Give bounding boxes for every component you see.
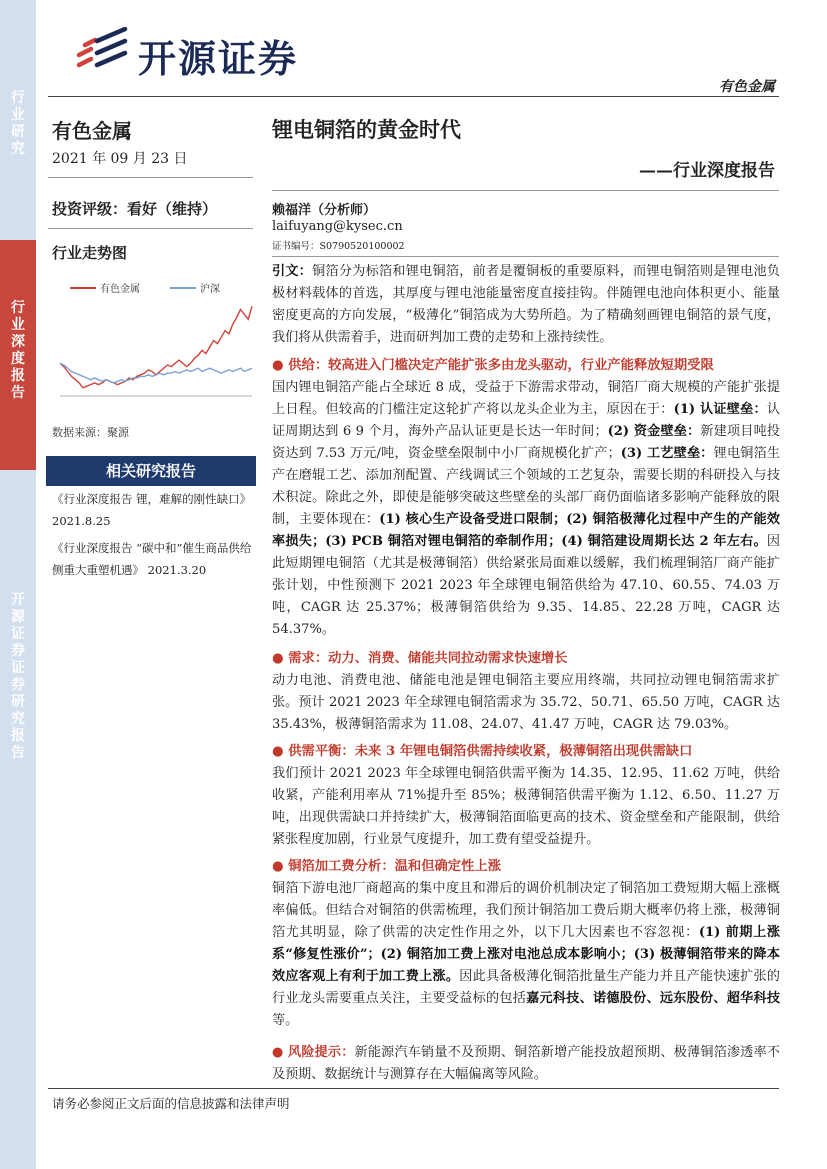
section-heading-demand: ● 需求：动力、消费、储能共同拉动需求快速增长 bbox=[272, 651, 568, 666]
supply-paragraph: 国内锂电铜箔产能占全球近 8 成，受益于下游需求带动，铜箔厂商大规模的产能扩张提上日程。但较高的门槛注定这轮扩产将以龙头企业为主，原因在于：(1) 认证壁垒：认证周期达到 6 9 个月，海外产品认证更是长达一年时间；(2) 资金壁垒：新建项目吨投资达到 7.53 万元/吨，资金壁垒限制中小厂商规模化扩产；(3) 工艺壁垒：锂电铜箔生产在磨辊工艺、添加剂配置、产线调试三个领域的工艺复杂，需要长期的科研投入与技术积淀。除此之外，即使是能够突破这些壁垒的头部厂商仍面临诸多影响产能释放的限制，主要体现在：(1) 核心生产设备受进口限制；(2) 铜箔极薄化过程中产生的产能效率损失；(3) PCB 铜箔对锂电铜箔的牵制作用；(4) 铜箔建设周期长达 2 年左右。因此短期锂电铜箔（尤其是极薄铜箔）供给紧张局面难以缓解，我们梳理铜箔厂商产能扩张计划，中性预测下 2021 2023 年全球锂电铜箔供给为 47.10、60.55、74.03 万吨，CAGR 达 25.37%；极薄铜箔供给为 9.35、14.85、22.28 万吨，CAGR 达 54.37%。 bbox=[272, 380, 781, 637]
bullet-icon: ● bbox=[272, 358, 284, 373]
analyst-name: 赖福洋（分析师） bbox=[272, 203, 377, 218]
divider bbox=[272, 256, 779, 257]
related-reports-header: 相关研究报告 bbox=[46, 456, 256, 486]
bullet-icon: ● bbox=[272, 1045, 284, 1060]
bullet-icon: ● bbox=[272, 744, 284, 759]
company-name: 开源证券 bbox=[138, 37, 299, 81]
series-line bbox=[60, 306, 252, 388]
intro-paragraph bbox=[272, 261, 780, 349]
related-report-item[interactable]: 《行业深度报告 锂，难解的刚性缺口》 2021.8.25 bbox=[52, 492, 252, 528]
related-report-item[interactable]: 《行业深度报告 “碳中和”催生商品供给侧重大重塑机遇》 2021.3.20 bbox=[52, 541, 252, 577]
industry-trend-chart bbox=[50, 276, 262, 404]
section-heading-processing-fee: ● 铜箔加工费分析：温和但确定性上涨 bbox=[272, 859, 501, 874]
sidebar bbox=[0, 0, 36, 1169]
section-heading-balance: ● 供需平衡：未来 3 年锂电铜箔供需持续收紧，极薄铜箔出现供需缺口 bbox=[272, 744, 693, 759]
processing-fee-paragraph: 铜箔下游电池厂商超高的集中度且和滞后的调价机制决定了铜箔加工费短期大幅上涨概率偏低。但结合对铜箔的供需梳理，我们预计铜箔加工费后期大概率仍将上涨，极薄铜箔尤其明显，除了供需的决定性作用之外，以下几大因素也不容忽视：(1) 前期上涨系“修复性涨价”；(2) 铜箔加工费上涨对电池总成本影响小；(3) 极薄铜箔带来的降本效应客观上有利于加工费上涨。因此具备极薄化铜箔批量生产能力并且产能快速扩张的行业龙头需要重点关注，主要受益标的包括嘉元科技、诺德股份、远东股份、超华科技等。 bbox=[272, 881, 781, 1028]
section-heading-supply: ● 供给：较高进入门槛决定产能扩张多由龙头驱动，行业产能释放短期受限 bbox=[272, 358, 714, 373]
risk-paragraph: ● 风险提示：新能源汽车销量不及预期、铜箔新增产能投放超预期、极薄铜箔渗透率不及预期、数据统计与测算存在大幅偏离等风险。 bbox=[272, 1045, 780, 1082]
header-divider bbox=[48, 96, 779, 97]
analyst-email[interactable]: laifuyang@kysec.cn bbox=[272, 219, 403, 234]
demand-paragraph: 动力电池、消费电池、储能电池是锂电铜箔主要应用终端，共同拉动锂电铜箔需求扩张。预计 2021 2023 年全球锂电铜箔需求为 35.72、50.71、65.50 万吨，CAGR 达 35.43%，极薄铜箔需求为 11.08、24.07、41.47 万吨，CAGR 达 79.03%。 bbox=[272, 673, 780, 732]
bullet-icon: ● bbox=[272, 651, 284, 666]
sector-name: 有色金属 bbox=[52, 119, 132, 143]
report-subtitle: ——行业深度报告 bbox=[639, 161, 775, 181]
trend-chart-title: 行业走势图 bbox=[52, 244, 128, 262]
certificate-number: 证书编号：S0790520100002 bbox=[272, 241, 405, 252]
header-sector-tag: 有色金属 bbox=[719, 79, 775, 95]
intro-text: 铜箔分为标箔和锂电铜箔，前者是覆铜板的重要原料，而锂电铜箔则是锂电池负极材料载体的首选，其厚度与锂电池能量密度直接挂钩。伴随锂电池向体积更小、能量密度更高的方向发展，“极薄化”铜箔成为大势所趋。为了精确刻画锂电铜箔的景气度，我们将从供需着手，进而研判加工费的走势和上涨持续性。 bbox=[272, 264, 781, 345]
legend-label: 有色金属 bbox=[100, 284, 140, 295]
sidebar-top-label: 行业研究 bbox=[11, 90, 25, 157]
divider bbox=[272, 190, 779, 191]
intro-label: 引文： bbox=[272, 264, 313, 279]
report-date: 2021 年 09 月 23 日 bbox=[52, 151, 188, 167]
chart-source: 数据来源：聚源 bbox=[52, 426, 129, 439]
footer-note: 请务必参阅正文后面的信息披露和法律声明 bbox=[52, 1096, 290, 1111]
sidebar-bottom-label: 开源证券 证券研究报告 bbox=[11, 592, 25, 761]
legend-label: 沪深 bbox=[200, 284, 220, 295]
bullet-icon: ● bbox=[272, 859, 284, 874]
company-logo-icon bbox=[73, 27, 129, 73]
sidebar-middle-label: 行业深度报告 bbox=[11, 300, 25, 401]
investment-rating: 投资评级：看好（维持） bbox=[52, 200, 218, 218]
divider bbox=[48, 228, 253, 229]
balance-paragraph: 我们预计 2021 2023 年全球锂电铜箔供需平衡为 14.35、12.95、11.62 万吨，供给收紧，产能利用率从 71%提升至 85%；极薄铜箔供需平衡为 1.12、6.50、11.27 万吨，出现供需缺口并持续扩大，极薄铜箔面临更高的技术、资金壁垒和产能限制，供给紧张程度加剧，行业景气度提升，加工费有望受益提升。 bbox=[272, 766, 780, 847]
series-line bbox=[60, 363, 252, 383]
divider bbox=[48, 177, 253, 178]
footer-divider bbox=[48, 1088, 779, 1089]
report-title: 锂电铜箔的黄金时代 bbox=[272, 117, 461, 142]
